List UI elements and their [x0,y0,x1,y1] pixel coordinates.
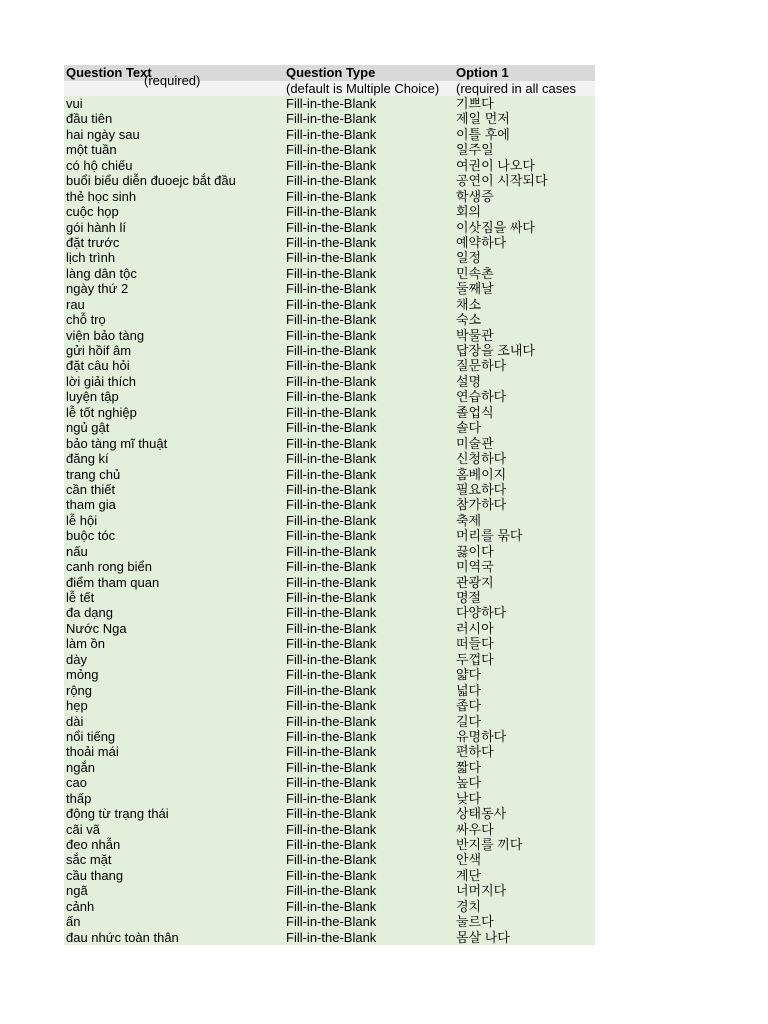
spreadsheet [64,65,595,945]
table-row [64,744,595,759]
table-row [64,575,595,590]
cell-option-1[interactable]: 필요하다 [456,481,507,497]
cell-option-1[interactable]: 예약하다 [456,234,507,250]
cell-question-type[interactable]: Fill-in-the-Blank [286,620,377,636]
cell-option-1[interactable]: 반지를 끼다 [456,837,523,852]
cell-question-text[interactable]: ngắn [66,759,95,775]
cell-option-1[interactable]: 편하다 [456,744,494,760]
header-option-1[interactable]: Option 1 [456,65,509,80]
cell-question-type[interactable]: Fill-in-the-Blank [286,173,377,189]
table-row [64,436,595,451]
cell-question-text[interactable]: dài [66,713,84,729]
cell-option-1[interactable]: 일주일 [456,142,494,158]
table-row [64,636,595,651]
table-row [64,513,595,528]
cell-question-text[interactable]: mỏng [66,667,99,683]
cell-option-1[interactable]: 연습하다 [456,389,507,405]
cell-question-text[interactable]: ngã [66,883,88,899]
cell-question-text[interactable]: cầu thang [66,867,124,883]
table-row [64,621,595,636]
cell-option-1[interactable]: 떠들다 [456,636,494,652]
table-row [64,250,595,265]
cell-question-text[interactable]: sắc mặt [66,852,112,868]
cell-question-type[interactable]: Fill-in-the-Blank [286,343,377,358]
cell-question-type[interactable]: Fill-in-the-Blank [286,914,377,930]
cell-question-type[interactable]: Fill-in-the-Blank [286,126,377,142]
cell-question-type[interactable]: Fill-in-the-Blank [286,157,377,173]
table-row [64,204,595,219]
cell-option-1[interactable]: 관광지 [456,574,494,590]
cell-question-text[interactable]: thẻ học sinh [66,188,137,204]
cell-option-1[interactable]: 학생증 [456,188,494,204]
cell-option-1[interactable]: 유명하다 [456,728,507,744]
table-row [64,312,595,327]
cell-question-text[interactable]: lễ tết [66,590,95,605]
table-row [64,714,595,729]
cell-question-type[interactable]: Fill-in-the-Blank [286,404,377,420]
cell-question-type[interactable]: Fill-in-the-Blank [286,806,377,822]
cell-option-1[interactable]: 짧다 [456,759,482,775]
table-row [64,914,595,929]
cell-question-text[interactable]: đặt trước [66,234,120,250]
cell-question-type[interactable]: Fill-in-the-Blank [286,420,377,436]
cell-option-1[interactable]: 제일 먼저 [456,111,510,127]
cell-question-text[interactable]: rau [66,296,85,312]
cell-option-1[interactable]: 민속촌 [456,265,494,281]
cell-option-1[interactable]: 다양하다 [456,605,507,621]
table-row [64,528,595,543]
table-row [64,266,595,281]
cell-question-text[interactable]: có hộ chiếu [66,157,133,173]
subheader-option-1[interactable]: (required in all cases [456,81,576,96]
cell-question-text[interactable]: tham gia [66,497,116,513]
table-row [64,96,595,111]
cell-question-type[interactable]: Fill-in-the-Blank [286,852,377,868]
cell-question-type[interactable]: Fill-in-the-Blank [286,682,377,698]
cell-question-text[interactable]: gói hành lí [66,219,126,235]
cell-question-text[interactable]: rộng [66,682,93,698]
cell-option-1[interactable]: 머리를 묶다 [456,528,523,544]
cell-question-type[interactable]: Fill-in-the-Blank [286,481,377,497]
table-row [64,930,595,945]
cell-question-text[interactable]: cao [66,775,87,791]
cell-option-1[interactable]: 싸우다 [456,821,494,837]
cell-question-type[interactable]: Fill-in-the-Blank [286,512,377,528]
table-row [64,189,595,204]
cell-question-type[interactable]: Fill-in-the-Blank [286,698,377,714]
cell-option-1[interactable]: 길다 [456,713,482,729]
cell-option-1[interactable]: 축제 [456,512,482,528]
cell-question-text[interactable]: lễ tốt nghiệp [66,404,137,420]
table-row [64,173,595,188]
cell-question-text[interactable]: làng dân tộc [66,265,137,281]
cell-option-1[interactable]: 설명 [456,373,482,389]
cell-question-text[interactable]: bảo tàng mĩ thuật [66,435,168,451]
cell-option-1[interactable]: 답장을 조내다 [456,343,535,358]
cell-option-1[interactable]: 높다 [456,775,482,791]
cell-option-1[interactable]: 여권이 나오다 [456,157,535,173]
cell-option-1[interactable]: 미역국 [456,559,494,575]
cell-question-type[interactable]: Fill-in-the-Blank [286,759,377,775]
table-row [64,220,595,235]
cell-question-text[interactable]: cuộc họp [66,204,119,220]
cell-question-type[interactable]: Fill-in-the-Blank [286,358,377,374]
table-row [64,698,595,713]
table-row [64,683,595,698]
cell-question-type[interactable]: Fill-in-the-Blank [286,96,377,111]
cell-question-text[interactable]: viện bảo tàng [66,327,145,343]
table-row [64,605,595,620]
cell-question-type[interactable]: Fill-in-the-Blank [286,451,377,467]
cell-question-text[interactable]: đăng kí [66,451,109,467]
table-row [64,158,595,173]
cell-question-text[interactable]: ấn [66,914,81,930]
cell-question-type[interactable]: Fill-in-the-Blank [286,142,377,158]
cell-option-1[interactable]: 상태동사 [456,806,507,822]
cell-option-1[interactable]: 얇다 [456,667,482,683]
cell-question-text[interactable]: canh rong biển [66,559,153,575]
cell-option-1[interactable]: 채소 [456,296,482,312]
table-row [64,822,595,837]
cell-option-1[interactable]: 너머지다 [456,883,507,899]
subheader-question-text: (required) [144,73,201,88]
cell-option-1[interactable]: 박물관 [456,327,494,343]
cell-question-text[interactable]: trang chủ [66,466,121,482]
cell-option-1[interactable]: 일정 [456,250,482,266]
cell-option-1[interactable]: 경치 [456,898,482,914]
table-row [64,590,595,605]
cell-option-1[interactable]: 미술관 [456,435,494,451]
cell-question-text[interactable]: luyện tập [66,389,119,405]
table-row [64,467,595,482]
cell-option-1[interactable]: 명절 [456,590,482,605]
cell-question-type[interactable]: Fill-in-the-Blank [286,528,377,544]
subheader-question-text-cell[interactable] [64,73,284,96]
cell-question-type[interactable]: Fill-in-the-Blank [286,219,377,235]
cell-question-type[interactable]: Fill-in-the-Blank [286,867,377,883]
cell-option-1[interactable]: 몸살 나다 [456,929,510,945]
table-row [64,806,595,821]
table-row [64,559,595,574]
cell-question-text[interactable]: lời giải thích [66,373,136,389]
cell-option-1[interactable]: 좁다 [456,698,482,714]
cell-question-text[interactable]: cần thiết [66,481,116,497]
header-question-type[interactable]: Question Type [286,65,376,80]
cell-option-1[interactable]: 끓이다 [456,543,494,559]
cell-question-type[interactable]: Fill-in-the-Blank [286,574,377,590]
cell-question-text[interactable]: gửi hồif âm [66,343,132,358]
cell-option-1[interactable]: 안색 [456,852,482,868]
table-row [64,883,595,898]
cell-question-text[interactable]: dày [66,651,87,667]
cell-option-1[interactable]: 숙소 [456,312,482,328]
cell-question-type[interactable]: Fill-in-the-Blank [286,312,377,328]
cell-question-text[interactable]: chỗ trọ [66,312,106,328]
table-row [64,420,595,435]
cell-question-type[interactable]: Fill-in-the-Blank [286,883,377,899]
cell-question-type[interactable]: Fill-in-the-Blank [286,713,377,729]
cell-question-text[interactable]: nổi tiếng [66,728,116,744]
data-rows [64,96,595,945]
cell-option-1[interactable]: 참가하다 [456,497,507,513]
cell-question-type[interactable]: Fill-in-the-Blank [286,744,377,760]
cell-question-text[interactable]: đau nhức toàn thân [66,929,179,945]
table-row [64,235,595,250]
table-row [64,297,595,312]
table-row [64,899,595,914]
cell-question-type[interactable]: Fill-in-the-Blank [286,234,377,250]
table-row [64,852,595,867]
cell-question-type[interactable]: Fill-in-the-Blank [286,296,377,312]
cell-question-type[interactable]: Fill-in-the-Blank [286,667,377,683]
cell-question-type[interactable]: Fill-in-the-Blank [286,790,377,806]
cell-question-text[interactable]: động từ trạng thái [66,806,169,822]
cell-question-text[interactable]: nấu [66,543,88,559]
table-row [64,127,595,142]
cell-question-text[interactable]: một tuần [66,142,117,158]
table-row [64,760,595,775]
cell-question-text[interactable]: buổi biểu diễn đuoejc bắt đầu [66,173,236,189]
cell-option-1[interactable]: 이삿짐을 싸다 [456,219,535,235]
cell-option-1[interactable]: 공연이 시작되다 [456,173,548,189]
cell-question-type[interactable]: Fill-in-the-Blank [286,898,377,914]
cell-option-1[interactable]: 계단 [456,867,482,883]
table-row [64,729,595,744]
table-row [64,482,595,497]
cell-question-text[interactable]: buộc tóc [66,528,116,544]
table-row [64,652,595,667]
cell-question-type[interactable]: Fill-in-the-Blank [286,929,377,945]
table-row [64,281,595,296]
cell-question-type[interactable]: Fill-in-the-Blank [286,775,377,791]
table-row [64,374,595,389]
cell-question-text[interactable]: làm ồn [66,636,106,652]
cell-question-type[interactable]: Fill-in-the-Blank [286,373,377,389]
cell-question-text[interactable]: ngủ gật [66,420,110,436]
cell-option-1[interactable]: 솔다 [456,420,482,436]
table-row [64,389,595,404]
cell-question-type[interactable]: Fill-in-the-Blank [286,389,377,405]
cell-question-text[interactable]: Nước Nga [66,620,127,636]
cell-question-type[interactable]: Fill-in-the-Blank [286,188,377,204]
cell-question-type[interactable]: Fill-in-the-Blank [286,250,377,266]
cell-question-text[interactable]: đầu tiên [66,111,113,127]
cell-question-type[interactable]: Fill-in-the-Blank [286,636,377,652]
cell-question-type[interactable]: Fill-in-the-Blank [286,543,377,559]
cell-question-type[interactable]: Fill-in-the-Blank [286,821,377,837]
cell-question-text[interactable]: đa dạng [66,605,113,621]
cell-question-text[interactable]: hai ngày sau [66,126,140,142]
table-row [64,358,595,373]
cell-question-text[interactable]: đeo nhẫn [66,837,121,852]
cell-question-type[interactable]: Fill-in-the-Blank [286,605,377,621]
table-row [64,142,595,157]
table-row [64,791,595,806]
cell-option-1[interactable]: 홈베이지 [456,466,507,482]
cell-option-1[interactable]: 눌르다 [456,914,494,930]
cell-option-1[interactable]: 넓다 [456,682,482,698]
cell-question-type[interactable]: Fill-in-the-Blank [286,466,377,482]
cell-question-text[interactable]: đặt câu hỏi [66,358,130,374]
cell-question-text[interactable]: lễ hội [66,512,98,528]
cell-question-type[interactable]: Fill-in-the-Blank [286,651,377,667]
cell-question-type[interactable]: Fill-in-the-Blank [286,265,377,281]
cell-option-1[interactable]: 두껍다 [456,651,494,667]
cell-option-1[interactable]: 둘째날 [456,281,494,297]
cell-question-text[interactable]: cãi vã [66,821,100,837]
table-row [64,343,595,358]
cell-question-text[interactable]: ngày thứ 2 [66,281,129,297]
table-row [64,544,595,559]
cell-question-text[interactable]: hẹp [66,698,88,714]
cell-option-1[interactable]: 질문하다 [456,358,507,374]
cell-option-1[interactable]: 이틀 후에 [456,126,510,142]
header-question-text[interactable]: Question Text [66,65,152,80]
cell-question-type[interactable]: Fill-in-the-Blank [286,837,377,852]
cell-option-1[interactable]: 졸업식 [456,404,494,420]
cell-question-type[interactable]: Fill-in-the-Blank [286,728,377,744]
table-row [64,111,595,126]
cell-option-1[interactable]: 러시아 [456,620,494,636]
table-row [64,328,595,343]
cell-question-type[interactable]: Fill-in-the-Blank [286,497,377,513]
cell-option-1[interactable]: 낮다 [456,790,482,806]
cell-option-1[interactable]: 회의 [456,204,482,220]
subheader-row [64,73,595,96]
cell-question-type[interactable]: Fill-in-the-Blank [286,559,377,575]
cell-question-text[interactable]: điểm tham quan [66,574,160,590]
cell-question-text[interactable]: cảnh [66,898,95,914]
cell-question-text[interactable]: lịch trình [66,250,116,266]
cell-question-type[interactable]: Fill-in-the-Blank [286,590,377,605]
cell-question-text[interactable]: vui [66,96,83,111]
table-row [64,667,595,682]
cell-question-type[interactable]: Fill-in-the-Blank [286,204,377,220]
subheader-question-type[interactable]: (default is Multiple Choice) [286,81,440,96]
cell-question-type[interactable]: Fill-in-the-Blank [286,327,377,343]
cell-question-type[interactable]: Fill-in-the-Blank [286,281,377,297]
table-row [64,868,595,883]
table-row [64,497,595,512]
cell-question-text[interactable]: thấp [66,790,92,806]
table-row [64,775,595,790]
table-row [64,405,595,420]
cell-question-text[interactable]: thoải mái [66,744,119,760]
table-row [64,451,595,466]
table-row [64,837,595,852]
cell-option-1[interactable]: 신청하다 [456,451,507,467]
cell-question-type[interactable]: Fill-in-the-Blank [286,435,377,451]
cell-question-type[interactable]: Fill-in-the-Blank [286,111,377,127]
cell-option-1[interactable]: 기쁘다 [456,96,494,111]
